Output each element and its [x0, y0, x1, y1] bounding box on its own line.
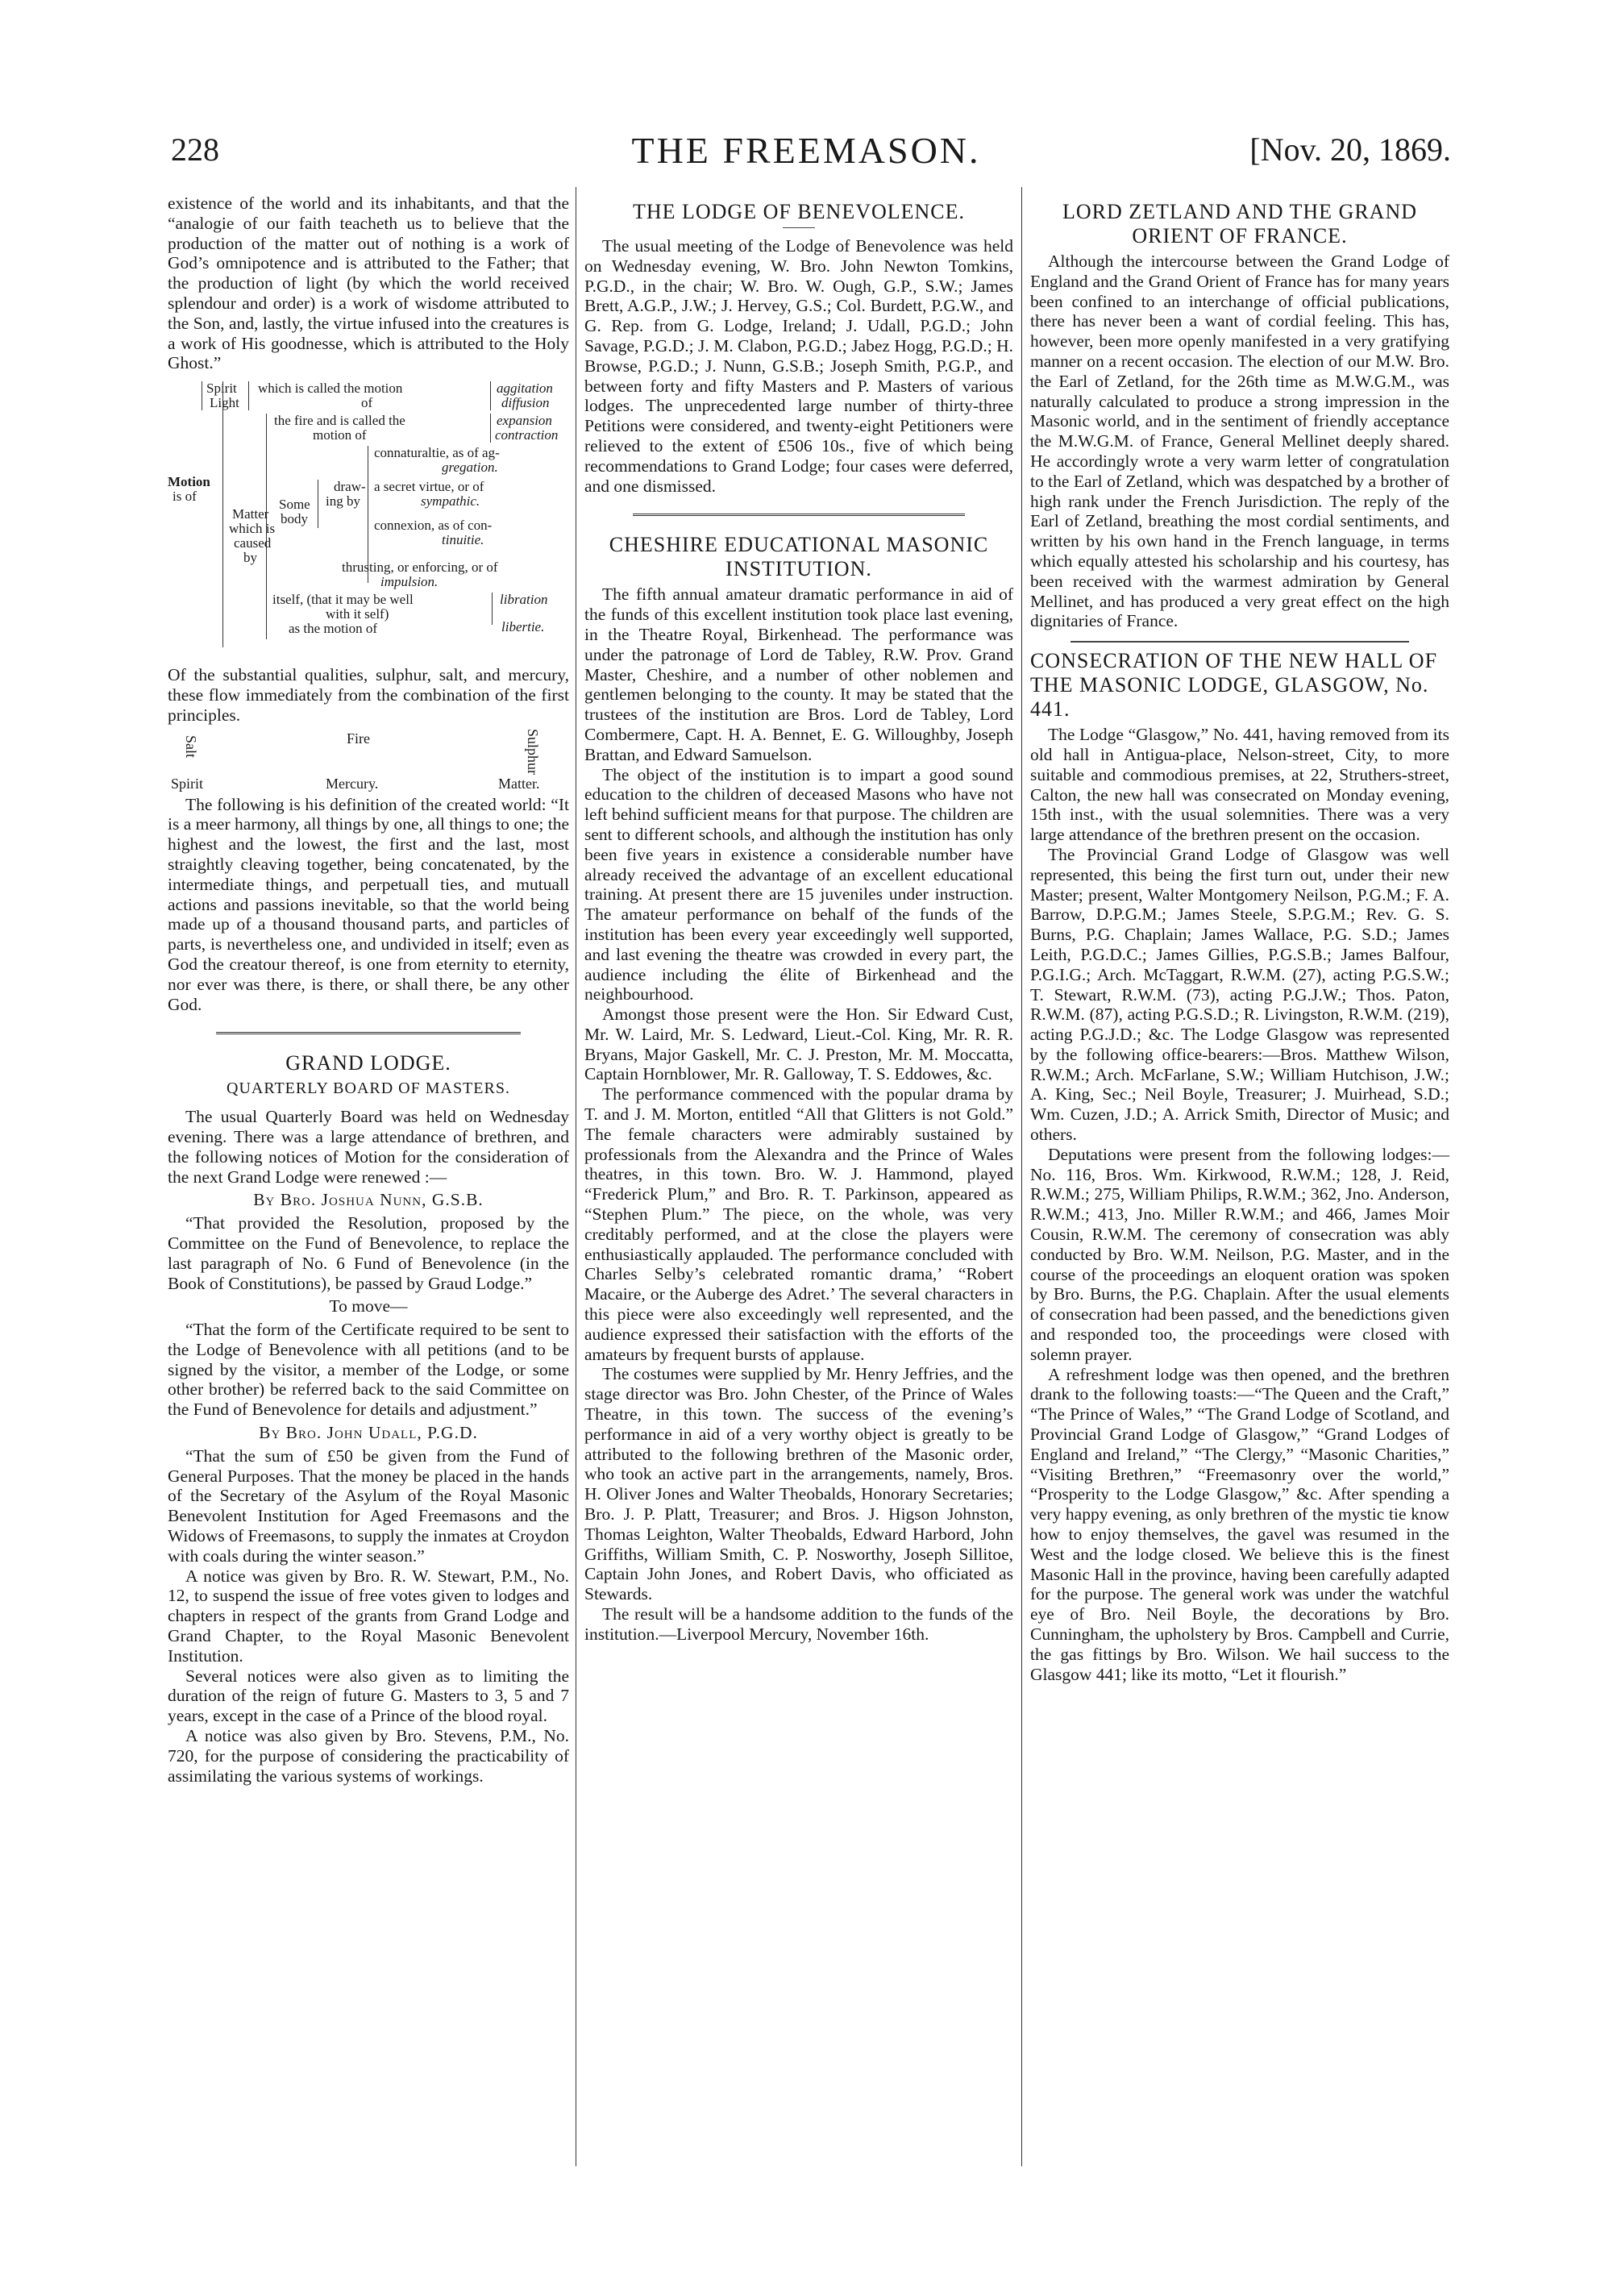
diagram-label: gregation. [442, 460, 498, 476]
element-label: Sulphur [524, 728, 541, 775]
paragraph: The costumes were supplied by Mr. Henry Jeffries, and the stage director was Bro. John Chester, of the Prince of Wales Theatre, in this town. The success of the evening’s performance in aid of a very worthy object is greatly to be attributed to the following brethren of the Masonic order, who took an active part in the arrangements, namely, Bros. H. Oliver Jones and Walter Theobalds, Honorary Secretaries; Bro. J. P. Platt, Treasurer; and Bros. J. Higson Johnston, Thomas Leighton, Walter Theobalds, Edward Harbord, John Griffiths, William Smith, C. P. Nosworthy, Joseph Sillitoe, Captain John Jones, and Robert Davis, who officiated as Stewards. [584, 1364, 1013, 1604]
diagram-label: aggitation [497, 381, 553, 397]
element-label: Spirit [171, 775, 204, 792]
diagram-label: which is called the motion [258, 381, 403, 397]
element-label: Matter. [498, 775, 540, 792]
diagram-label: Matter [232, 506, 269, 522]
diagram-label: the fire and is called the [274, 413, 405, 429]
diagram-label: by [243, 550, 257, 566]
column-1 [168, 193, 569, 1786]
paragraph: “That the sum of £50 be given from the Fund of General Purposes. That the money be placed in the hands of the Secretary of the Asylum of the Royal Masonic Benevolent Institution for Aged Freemasons and the Widows of Freemasons, to supply the inmates at Croydon with coals during the winter season.” [168, 1445, 569, 1566]
diagram-label: libertie. [501, 619, 545, 635]
diagram-label: sympathic. [421, 493, 480, 510]
paragraph: The result will be a handsome addition to the funds of the institution.—Liverpool Mercury, November 16th. [584, 1604, 1013, 1644]
element-label: Fire [347, 730, 370, 747]
paragraph: Several notices were also given as to limiting the duration of the reign of future G. Masters to 3, 5 and 7 years, except in the case of a Prince of the blood royal. [168, 1666, 569, 1726]
section-rule [633, 514, 965, 518]
paragraph: Of the substantial qualities, sulphur, salt, and mercury, these flow immediately from the combination of the first principles. [168, 665, 569, 725]
section-heading: CONSECRATION OF THE NEW HALL OF THE MASONIC LODGE, GLASGOW, No. 441. [1030, 649, 1438, 722]
heading-dash [783, 227, 815, 228]
paragraph: The object of the institution is to impart a good sound education to the children of deceased Masons who have not left behind sufficient means for that purpose. The children are sent to different schools, and although the institution has only been five years in existence a considerable number have already received the advantage of an excellent educational training. At present there are 15 juveniles under instruction. The amateur performance on behalf of the funds of the institution has been every year exceedingly well supported, and last evening the theatre was crowded in every part, the audience including the élite of Birkenhead and the neighbourhood. [584, 764, 1013, 1004]
byline: By Bro. Joshua Nunn, G.S.B. [253, 1190, 484, 1210]
diagram-label: Light [210, 395, 239, 411]
diagram-label: tinuitie. [442, 532, 484, 548]
column-divider [1021, 187, 1022, 2166]
diagram-label: contraction [495, 427, 559, 443]
page-number: 228 [171, 131, 219, 168]
diagram-label: with it self) [326, 606, 389, 622]
section-subheading: QUARTERLY BOARD OF MASTERS. [227, 1079, 510, 1098]
paragraph: A notice was given by Bro. R. W. Stewart, P.M., No. 12, to suspend the issue of free votes given to lodges and chapters in respect of the grants from Grand Lodge and Grand Chapter, to the Royal Masonic Benevolent Institution. [168, 1566, 569, 1666]
diagram-label: a secret virtue, or of [374, 479, 484, 495]
diagram-label: connaturaltie, as of ag- [374, 445, 500, 461]
column-3 [1030, 193, 1449, 1684]
diagram-label: itself, (that it may be well [272, 592, 414, 608]
section-heading: THE LODGE OF BENEVOLENCE. [632, 200, 966, 223]
diagram-label: Spirit [206, 381, 237, 397]
element-label: Salt [182, 734, 199, 758]
byline: By Bro. John Udall, P.G.D. [259, 1423, 478, 1443]
paragraph: A refreshment lodge was then opened, and the brethren drank to the following toasts:—“The Queen and the Craft,” “The Prince of Wales,” “The Grand Lodge of Scotland, and Provincial Grand Lodge of Glasgow,” “Grand Lodges of England and Ireland,” “The Clergy,” “Masonic Charities,” “Visiting Brethren,” “Freemasonry over the world,” “Prosperity to the Lodge Glasgow,” &c. After spending a very happy evening, as only brethren of the mystic tie know how to enjoy themselves, the gavel was resumed in the West and the lodge closed. We believe this is the finest Masonic Hall in the province, having been carefully adapted for the purpose. The general work was under the watchful eye of Bro. Neil Boyle, the decorations by Bro. Cunningham, the upholstery by Bros. Campbell and Currie, the gas fittings by Bro. Wilson. We hail success to the Glasgow 441; like its motto, “Let it flourish.” [1030, 1364, 1449, 1684]
diagram-label: body [281, 511, 308, 527]
diagram-label: ing by [326, 493, 360, 510]
diagram-label: impulsion. [380, 574, 439, 590]
paragraph: The Provincial Grand Lodge of Glasgow was well represented, this being the first turn out, under their new Master; present, Walter Montgomery Neilson, P.G.M.; F. A. Barrow, D.P.G.M.; James Steele, S.P.G.M.; Rev. G. S. Burns, P.G. Chaplain; James Wallace, P.G. S.D.; James Leith, P.G.D.C.; James Gillies, P.G.S.B.; James Balfour, P.G.I.G.; Arch. McTaggart, R.W.M. (27), acting P.G.S.W.; T. Stewart, R.W.M. (73), acting P.G.J.W.; Thos. Paton, R.W.M. (87), acting P.G.S.D.; R. Livingston, R.W.M. (219), acting P.G.J.D.; &c. The Lodge Glasgow was represented by the following office-bearers:—Bros. Matthew Wilson, R.W.M.; Arch. McFarlane, S.W.; William Hutchison, J.W.; A. King, Sec.; Neil Boyle, Treasurer; J. Muirhead, S.D.; Wm. Cuzen, J.D.; A. Arrick Smith, Director of Music; and others. [1030, 844, 1449, 1145]
paragraph: “That the form of the Certificate required to be sent to the Lodge of Benevolence with all petitions (and to be signed by the visitor, a member of the Lodge, or some other brother) be referred back to the said Committee on the Fund of Benevolence for details and adjustment.” [168, 1320, 569, 1420]
paragraph: Although the intercourse between the Grand Lodge of England and the Grand Orient of France has for many years been confined to an interchange of official publications, there has never been a want of cordial feeling. This has, however, been more openly manifested in a very gratifying manner on a recent occasion. The election of our M.W. Bro. the Earl of Zetland, for the 26th time as M.W.G.M., was naturally calculated to produce a strong impression in the Masonic world, and in the sentiment of friendly acceptance the M.W.G.M. of France, General Mellinet deeply shared. He accordingly wrote a very warm letter of congratulation to the Earl of Zetland, which was despatched by a brother of high rank under the French Jurisdiction. The reply of the Earl of Zetland, breathing the most cordial sentiments, and written by his own hand in the French language, in terms which equally attested his scholarship and his courtesy, has been received with the warmest admiration by General Mellinet, and has produced a very great effect on the high dignitaries of France. [1030, 252, 1449, 631]
diagram-label: is of [173, 489, 197, 505]
paragraph: The Lodge “Glasgow,” No. 441, having removed from its old hall in Antigua-place, Nelson-street, City, to more suitable and commodious premises, at 22, Struthers-street, Calton, the new hall was consecrated on Monday evening, 15th inst., with the usual solemnities. There was a very large attendance of the brethren present on the occasion. [1030, 725, 1449, 845]
diagram-label: which is [229, 521, 276, 537]
diagram-label: draw- [334, 479, 366, 495]
section-heading: LORD ZETLAND AND THE GRAND ORIENT OF FRANCE. [1062, 200, 1418, 247]
newspaper-title: THE FREEMASON. [631, 130, 981, 171]
column-2 [584, 193, 1013, 1645]
paragraph: Amongst those present were the Hon. Sir Edward Cust, Mr. W. Laird, Mr. S. Ledward, Lieut.-Col. King, Mr. R. R. Bryans, Major Gaskell, Mr. C. J. Preston, Mr. M. Moccatta, Captain Hornblower, Mr. R. Galloway, T. S. Eddowes, &c. [584, 1004, 1013, 1084]
byline: To move— [329, 1296, 408, 1316]
diagram-label: as the motion of [289, 621, 378, 637]
paragraph: The following is his definition of the created world: “It is a meer harmony, all things by one, all things to one; the highest and the lowest, the first and the last, most straightly cleaving together, being concatenated, by the intermediate things, and perpetuall ties, and mutuall actions and passions inevitable, so that the world being made up of a thousand thousand parts, and particles of parts, is nevertheless one, and undivided in itself; even as God the creatour thereof, is one from eternity to eternity, nor ever was there, is there, or shall there, be any other God. [168, 794, 569, 1014]
paragraph: A notice was also given by Bro. Stevens, P.M., No. 720, for the purpose of considering the practicability of assimilating the various systems of workings. [168, 1726, 569, 1786]
paragraph: “That provided the Resolution, proposed by the Committee on the Fund of Benevolence, to replace the last paragraph of No. 6 Fund of Benevolence (in the Book of Constitutions), be passed by Graud Lodge.” [168, 1213, 569, 1293]
diagram-label: caused [234, 535, 272, 551]
section-rule [216, 1032, 521, 1037]
paragraph: existence of the world and its inhabitants, and that the “analogie of our faith teacheth us to believe that the production of the matter out of nothing is a work of God’s omnipotence and is attributed to the Father; that the production of light (by which the world received splendour and order) is a work of wisdome attributed to the Son, and, lastly, the virtue infused into the creatures is a work of His goodnesse, which is attributed to the Holy Ghost.” [168, 193, 569, 373]
diagram-label: Some [279, 497, 310, 513]
paragraph: The usual meeting of the Lodge of Benevolence was held on Wednesday evening, W. Bro. John Newton Tomkins, P.G.D., in the chair; W. Bro. W. Ough, G.P., S.W.; James Brett, A.G.P., J.W.; J. Hervey, G.S.; Col. Burdett, P.G.W., and G. Rep. from G. Lodge, Ireland; J. Udall, P.G.D.; John Savage, P.G.D.; J. M. Clabon, P.G.D.; Jabez Hogg, P.G.D.; H. Browse, P.G.D.; J. Nunn, G.S.B.; Joseph Smith, P.G.P., and between forty and fifty Masters and P. Masters of various lodges. The unprecedented large number of thirty-three Petitions were considered, and twenty-eight Petitioners were relieved to the extent of £506 10s., five of which being recommendations to Grand Lodge; four cases were deferred, and one dismissed. [584, 236, 1013, 496]
issue-date: [Nov. 20, 1869. [1249, 131, 1451, 168]
paragraph: The usual Quarterly Board was held on Wednesday evening. There was a large attendance of brethren, and the following notices of Motion for the consideration of the next Grand Lodge were renewed :— [168, 1107, 569, 1187]
diagram-label: thrusting, or enforcing, or of [342, 559, 498, 576]
element-label: Mercury. [326, 775, 379, 792]
motion-diagram [168, 378, 569, 660]
paragraph: The fifth annual amateur dramatic performance in aid of the funds of this excellent institution took place last evening, in the Theatre Royal, Birkenhead. The performance was under the patronage of Lord de Tabley, R.W. Prov. Grand Master, Cheshire, and a number of other noblemen and gentlemen belonging to the county. It may be stated that the trustees of the institution are Bros. Lord de Tabley, Lord Combermere, Capt. H. A. Bennet, E. G. Willoughby, Joseph Brattan, and Edward Samuelson. [584, 584, 1013, 764]
diagram-label: of [361, 395, 373, 411]
diagram-label: expansion [497, 413, 552, 429]
section-heading: GRAND LODGE. [285, 1051, 451, 1075]
paragraph: Deputations were present from the following lodges:—No. 116, Bros. Wm. Kirkwood, R.W.M.; 128, J. Reid, R.W.M.; 275, William Philips, R.W.M.; 362, Jno. Anderson, R.W.M.; 413, Jno. Miller R.W.M.; and 466, James Moir Cousin, R.W.M. The ceremony of consecration was ably conducted by Bro. W.M. Neilson, P.G. Master, and in the course of the proceedings an eloquent oration was spoken by Bro. Burns, the P.G. Chaplain. After the usual elements of consecration had been passed, and the benedictions given and responded too, the proceedings were closed with solemn prayer. [1030, 1144, 1449, 1364]
elements-figure [168, 726, 569, 795]
section-heading: CHESHIRE EDUCATIONAL MASONIC INSTITUTION. [609, 533, 989, 581]
diagram-label: libration [500, 592, 548, 608]
section-rule [1070, 641, 1409, 643]
diagram-label: connexion, as of con- [374, 518, 493, 534]
diagram-label: Motion [168, 474, 210, 490]
masthead [161, 127, 1451, 173]
diagram-label: diffusion [501, 395, 550, 411]
diagram-label: motion of [313, 427, 367, 443]
paragraph: The performance commenced with the popular drama by T. and J. M. Morton, entitled “All that Glitters is not Gold.” The female characters were admirably sustained by professionals from the Alexandra and the Prince of Wales theatres, in this town. Bro. W. J. Hammond, played “Frederick Plum,” and Bro. R. T. Parkinson, appeared as “Stephen Plum.” The piece, on the whole, was very creditably performed, and at the close the players were enthusiastically applauded. The performance concluded with Charles Selby’s celebrated romantic drama,’ “Robert Macaire, or the Auberge des Adret.’ The several characters in this piece were also exceedingly well represented, and the audience expressed their satisfaction with the efforts of the amateurs by frequent bursts of applause. [584, 1084, 1013, 1364]
